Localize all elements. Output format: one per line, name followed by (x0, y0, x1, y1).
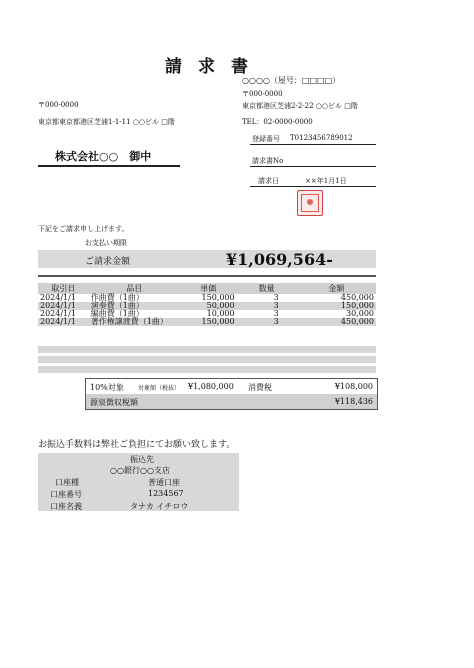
row-price: 10,000 (180, 310, 237, 318)
row-amount: 450,000 (297, 294, 376, 302)
sender-name: ○○○○（屋号：□□□□） (242, 76, 341, 85)
row-qty: 3 (237, 318, 297, 326)
bank-row-value: 普通口座 (148, 478, 180, 487)
empty-row (38, 346, 376, 353)
row-item: 著作権譲渡費（1曲） (89, 318, 180, 326)
row-date: 2024/1/1 (38, 310, 89, 318)
bank-row-label: 口座名義 (50, 502, 82, 511)
row-amount: 150,000 (297, 302, 376, 310)
col-amount: 金額 (297, 283, 376, 294)
row-price: 50,000 (180, 302, 237, 310)
bank-row-value: タナカ イチロウ (130, 502, 189, 511)
row-item: 作曲費（1曲） (89, 294, 180, 302)
intro-text: 下記をご請求申し上げます。 (38, 225, 129, 233)
table-row (38, 318, 376, 326)
sender-postal: 〒000-0000 (242, 90, 283, 98)
total-amount: ¥1,069,564- (226, 250, 333, 269)
company-seal-icon (297, 190, 323, 216)
recipient-company: 株式会社○○ 御中 (55, 150, 152, 163)
row-date: 2024/1/1 (38, 302, 89, 310)
tax-row (86, 379, 377, 394)
total-divider (38, 275, 376, 277)
col-date: 取引日 (38, 283, 89, 294)
invoice-number-label: 請求書No (252, 157, 284, 165)
empty-row (38, 366, 376, 373)
registration-label: 登録番号 (252, 135, 280, 143)
bank-row-label: 口座番号 (50, 490, 82, 499)
tax-value: ¥108,000 (334, 382, 373, 391)
invoice-date: ××年1月1日 (305, 177, 347, 185)
col-item: 品目 (89, 283, 180, 294)
row-item: 演奏費（1曲） (89, 302, 180, 310)
registration-number: T0123456789012 (290, 134, 353, 142)
tax-base-label: 対象額（税抜） (138, 385, 181, 392)
withholding-label: 源泉徴収税額 (90, 398, 138, 407)
bank-row-value: 1234567 (148, 489, 184, 498)
row-date: 2024/1/1 (38, 318, 89, 326)
tax-summary (85, 378, 378, 410)
total-label: ご請求金額 (85, 257, 131, 267)
withholding-value: ¥118,436 (334, 397, 373, 406)
document-title: 請求書 (165, 57, 264, 77)
row-qty: 3 (237, 310, 297, 318)
invoice-date-label: 請求日 (258, 177, 279, 185)
registration-underline (250, 144, 376, 145)
row-date: 2024/1/1 (38, 294, 89, 302)
due-label: お支払い期限 (85, 239, 127, 247)
row-qty: 3 (237, 294, 297, 302)
sender-tel: TEL：02-0000-0000 (242, 118, 313, 126)
bank-row-label: 口座種 (55, 478, 79, 487)
row-price: 150,000 (180, 318, 237, 326)
row-amount: 30,000 (297, 310, 376, 318)
row-price: 150,000 (180, 294, 237, 302)
sender-address: 東京都港区芝浦2-2-22 ○○ビル □階 (242, 102, 358, 110)
invoice-number-underline (250, 166, 376, 167)
recipient-postal: 〒000-0000 (38, 101, 79, 109)
row-amount: 450,000 (297, 318, 376, 326)
bank-heading: 振込先 (130, 455, 154, 464)
tax-base-value: ¥1,080,000 (188, 382, 234, 391)
tax-label: 消費税 (248, 383, 272, 392)
invoice-date-underline (250, 186, 376, 187)
row-item: 編曲費（1曲） (89, 310, 180, 318)
recipient-underline (38, 165, 180, 167)
col-qty: 数量 (237, 283, 297, 294)
tax-target-label: 10%対象 (90, 383, 124, 392)
bank-branch: ○○銀行○○支店 (110, 466, 170, 475)
withholding-row (86, 394, 377, 409)
row-qty: 3 (237, 302, 297, 310)
recipient-address: 東京都東京都港区芝浦1-1-11 ○○ビル □階 (38, 118, 175, 126)
items-table (38, 283, 376, 326)
col-price: 単価 (180, 283, 237, 294)
empty-row (38, 356, 376, 363)
fee-note: お振込手数料は弊社ご負担にてお願い致します。 (38, 440, 236, 450)
